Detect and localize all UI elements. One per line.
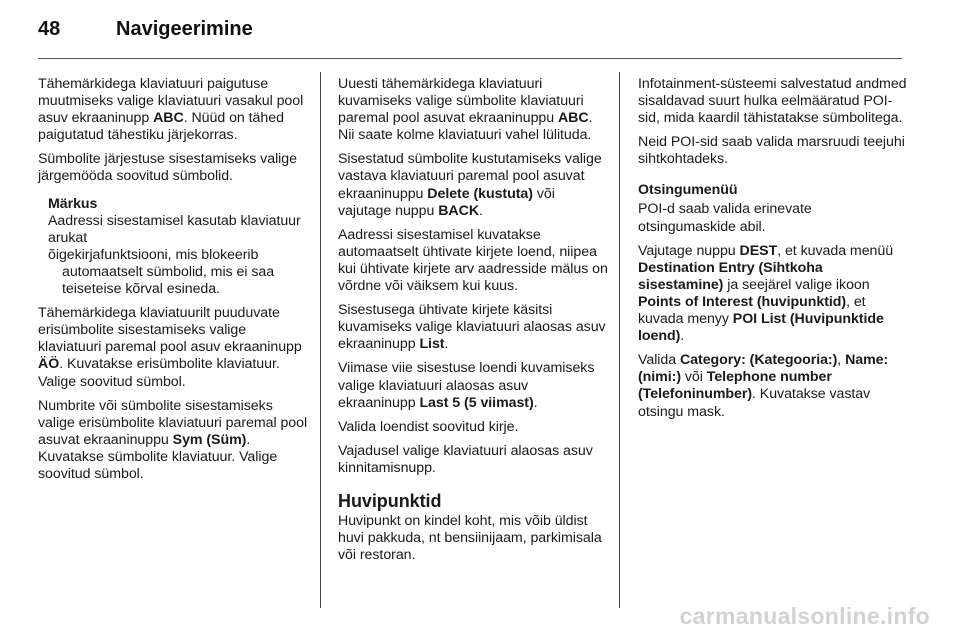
- page-title: Navigeerimine: [116, 18, 253, 40]
- section-heading: Huvipunktid: [338, 490, 442, 511]
- paragraph: Viimase viie sisestuse loendi kuvamiseks valige klaviatuuri alaosas asuv ekraaninupp Last 5 (5 viimast).: [338, 360, 595, 411]
- paragraph: Aadressi sisestamisel kuvatakse automaatselt ühtivate kirjete loend, niipea kui ühtivate kirjete arv aadresside mälus on võrdne või väiksem kui kuus.: [338, 226, 608, 295]
- note-heading: Märkus: [48, 195, 98, 212]
- paragraph: Valida Category: (Kategooria:), Name: (nimi:) või Telephone number (Telefoninumber). Kuvatakse vastav otsingu mask.: [638, 352, 889, 420]
- paragraph: Sisestatud sümbolite kustutamiseks valige vastava klaviatuuri paremal pool asuvat ekraaninuppu Delete (kustuta) või vajutage nuppu BACK.: [338, 151, 602, 219]
- paragraph: Uuesti tähemärkidega klaviatuuri kuvamiseks valige sümbolite klaviatuuri paremal pool asuvat ekraaninuppu ABC. Nii saate kolme klaviatuuri vahel lülituda.: [338, 76, 593, 144]
- column-divider-1: [320, 72, 321, 608]
- watermark: carmanualsonline.info: [679, 603, 930, 629]
- note-text: Aadressi sisestamisel kasutab klaviatuur arukat: [48, 212, 301, 246]
- header-rule: [38, 58, 902, 59]
- paragraph: Tähemärkidega klaviatuurilt puuduvate erisümbolite sisestamiseks valige klaviatuuri paremal pool asuv ekraaninupp ÄÖ. Kuvatakse erisümbolite klaviatuur. Valige soovitud sümbol.: [38, 305, 302, 390]
- paragraph: Neid POI-sid saab valida marsruudi teejuhi sihtkohtadeks.: [638, 134, 905, 168]
- paragraph: Vajutage nuppu DEST, et kuvada menüü Destination Entry (Sihtkoha sisestamine) ja seejärel valige ikoon Points of Interest (huvipunktid), et kuvada menyy POI List (Huvipunktide loend).: [638, 242, 894, 345]
- paragraph: Numbrite või sümbolite sisestamiseks valige erisümbolite klaviatuuri paremal pool asuvat ekraaninuppu Sym (Süm). Kuvatakse sümbolite klaviatuur. Valige soovitud sümbol.: [38, 397, 308, 482]
- column-divider-2: [619, 72, 620, 608]
- note-box: [48, 196, 308, 299]
- paragraph: Tähemärkidega klaviatuuri paigutuse muutmiseks valige klaviatuuri vasakul pool asuv ekraaninupp ABC. Nüüd on tähed paigutatud tähestiku järjekorras.: [38, 76, 304, 144]
- page-number: 48: [38, 18, 61, 40]
- paragraph: Huvipunkt on kindel koht, mis võib üldist huvi pakkuda, nt bensiinijaam, parkimisala või restoran.: [338, 512, 602, 564]
- column-2: [338, 76, 608, 571]
- note-text: õigekirjafunktsiooni, mis blokeerib automaatselt sümbolid, mis ei saa teiseteise kõrval esineda.: [48, 246, 275, 298]
- paragraph: POI-d saab valida erinevate otsingumaskide abil.: [638, 201, 812, 235]
- paragraph: Sisestusega ühtivate kirjete käsitsi kuvamiseks valige klaviatuuri alaosas asuv ekraaninupp List.: [338, 302, 606, 353]
- paragraph: Sümbolite järjestuse sisestamiseks valige järgemööda soovitud sümbolid.: [38, 151, 297, 185]
- column-1: [38, 76, 308, 490]
- paragraph: Infotainment-süsteemi salvestatud andmed sisaldavad suurt hulka eelmääratud POI-sid, mida kaardil tähistatakse sümbolitega.: [638, 76, 907, 127]
- paragraph: Valida loendist soovitud kirje.: [338, 418, 519, 435]
- paragraph: Vajadusel valige klaviatuuri alaosas asuv kinnitamisnupp.: [338, 442, 593, 476]
- column-3: [638, 76, 908, 428]
- subsection-heading: Otsingumenüü: [638, 182, 738, 199]
